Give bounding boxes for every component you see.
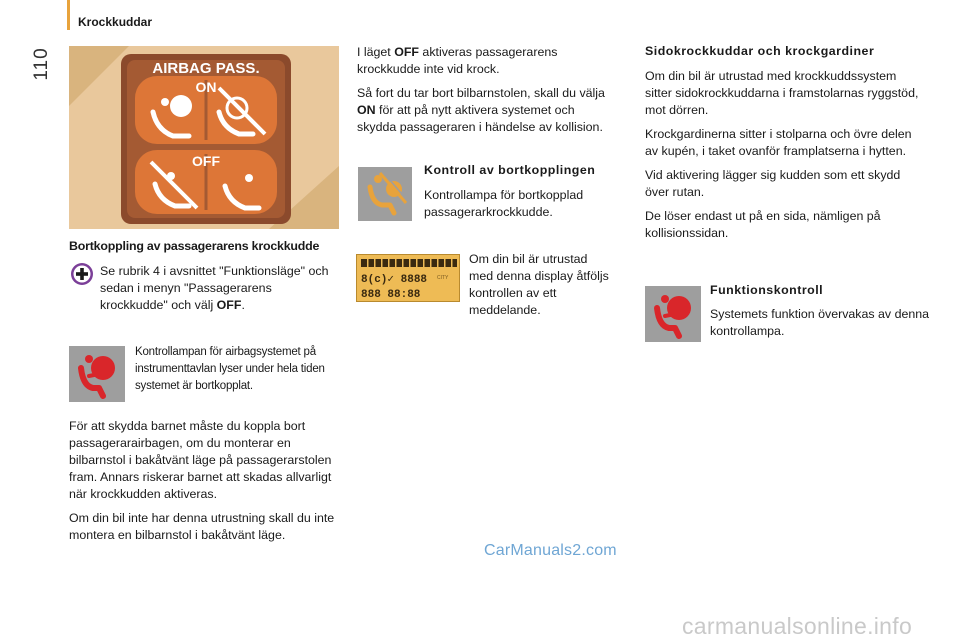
p1-end: aktiveras passagerarens krockkudde inte vid krock. [357, 45, 558, 76]
heading-bortkoppling: Bortkoppling av passagerarens krockkudde [69, 239, 320, 253]
heading-sidokrockkuddar: Sidokrockkuddar och krockgardiner [645, 44, 875, 58]
passenger-airbag-off-lamp [358, 167, 412, 221]
funktion-description: Systemets funktion övervakas av denna kontrollampa. [710, 307, 930, 338]
watermark-carmanuals2[interactable]: CarManuals2.com [484, 542, 617, 559]
paragraph-barnstol: För att skydda barnet måste du koppla bort passagerarairbagen, om du monterar en bilbarnstol i bakåtvänt läge på passagerarstolen fram. Annars riskerar barnet att skadas allvarligt när krockkudden aktiveras. [69, 419, 332, 501]
note-rubrik-strong: OFF [216, 298, 242, 312]
airbag-function-lamp [645, 286, 701, 342]
heading-funktionskontroll: Funktionskontroll [710, 283, 824, 297]
col2-body [357, 44, 607, 143]
section-title: Krockkuddar [78, 15, 153, 29]
lamp-description: Kontrollampan för airbagsystemet på instrumenttavlan lyser under hela tiden systemet är bortkopplat. [135, 346, 325, 392]
note-rubrik-end: . [241, 298, 245, 312]
photo-label-on: ON [195, 79, 217, 95]
header-accent-bar [67, 0, 70, 30]
page-number [22, 44, 62, 84]
paragraph-sido-1: Om din bil är utrustad med krockkuddssystem sitter sidokrockkuddarna i framstolarnas ryggstöd, mot dörren. [645, 69, 919, 117]
svg-text:888 88:88: 888 88:88 [361, 289, 421, 301]
p2-start: Så fort du tar bort bilbarnstolen, skall du välja [357, 86, 605, 100]
display-description: Om din bil är utrustad med denna display åtföljs kontrollen av ett meddelande. [469, 252, 609, 317]
paragraph-utrustning: Om din bil inte har denna utrustning skall du inte montera en bilbarnstol i bakåtvänt läge. [69, 511, 335, 542]
p1-start: I läget [357, 45, 395, 59]
kontroll-description: Kontrollampa för bortkopplad passagerarkrockkudde. [424, 188, 584, 219]
paragraph-sido-3: Vid aktivering lägger sig kudden som ett skydd över rutan. [645, 168, 901, 199]
paragraph-off [357, 44, 607, 78]
instrument-display [356, 254, 460, 302]
page-number-text: 110 [31, 47, 52, 81]
crossed-airbag-icon [358, 167, 412, 221]
display-city-label: CITY [437, 275, 449, 281]
plus-info-icon [70, 262, 94, 286]
p2-strong: ON [357, 103, 376, 117]
note-rubrik-text: Se rubrik 4 i avsnittet "Funktionsläge" och sedan i menyn "Passagerarens krockkudde" och välj [100, 264, 329, 312]
col1-body [69, 418, 341, 551]
p1-strong: OFF [394, 45, 419, 59]
paragraph-on [357, 85, 607, 136]
note-rubrik [100, 263, 340, 314]
airbag-warning-lamp [69, 346, 125, 402]
airbag-person-icon-2 [645, 286, 701, 342]
heading-kontroll: Kontroll av bortkopplingen [424, 163, 596, 177]
svg-text:8(c)✓ 8888: 8(c)✓ 8888 [361, 274, 428, 286]
airbag-person-icon [69, 346, 125, 402]
photo-label-off: OFF [192, 153, 220, 169]
paragraph-sido-4: De löser endast ut på en sida, nämligen på kollisionssidan. [645, 209, 881, 240]
p2-end: för att på nytt aktivera systemet och skydda passageraren i händelse av kollision. [357, 103, 603, 134]
watermark-carmanualsonline[interactable]: carmanualsonline.info [682, 613, 913, 639]
photo-label-top: AIRBAG PASS. [152, 60, 260, 77]
col3-body [645, 68, 925, 249]
paragraph-sido-2: Krockgardinerna sitter i stolparna och övre delen av kupén, i taket ovanför framplatserna i hytten. [645, 127, 912, 158]
airbag-switch-photo [69, 46, 339, 229]
